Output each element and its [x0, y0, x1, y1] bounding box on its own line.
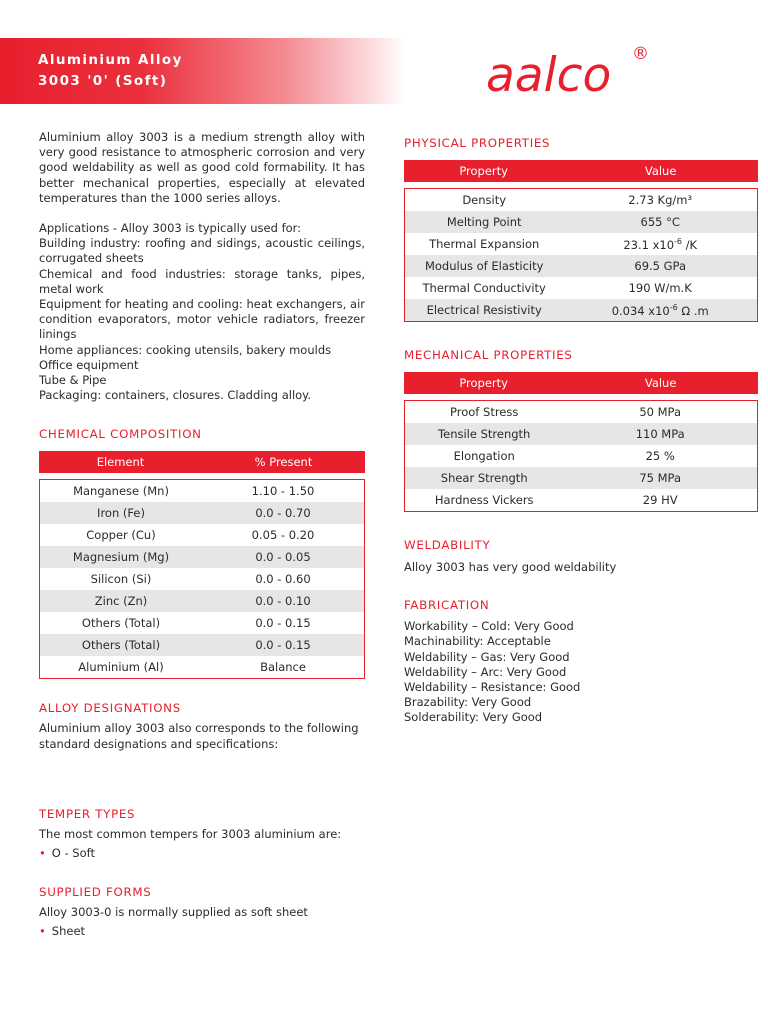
table-row — [40, 524, 364, 546]
table-row — [405, 423, 757, 445]
table-row — [40, 656, 364, 678]
table-cell-label: Shear Strength — [405, 467, 563, 489]
table-row — [40, 568, 364, 590]
forms-list-item — [39, 924, 365, 939]
header-accent-bar — [0, 38, 18, 104]
table-cell-label: Tensile Strength — [405, 423, 563, 445]
application-line: Chemical and food industries: storage tanks, pipes, metal work — [39, 266, 365, 296]
table-cell-label: Zinc (Zn) — [40, 590, 202, 612]
application-line: Building industry: roofing and sidings, acoustic ceilings, corrugated sheets — [39, 236, 365, 266]
alloy-designations-title: ALLOY DESIGNATIONS — [39, 701, 181, 716]
application-line: Office equipment — [39, 357, 139, 372]
mechanical-properties-table — [404, 400, 758, 512]
mechanical-properties-title: MECHANICAL PROPERTIES — [404, 348, 573, 362]
table-cell-value: 29 HV — [642, 493, 678, 507]
application-line: Packaging: containers, closures. Cladding alloy. — [39, 388, 311, 403]
right-column — [404, 130, 758, 726]
physical-properties-title: PHYSICAL PROPERTIES — [404, 136, 551, 150]
applications-list — [39, 236, 365, 403]
table-cell-label: Melting Point — [405, 211, 563, 233]
application-line: Home appliances: cooking utensils, bakery moulds — [39, 342, 332, 357]
forms-item-label: Sheet — [51, 924, 86, 939]
table-cell-value: 69.5 GPa — [563, 255, 757, 277]
column-header-value: Value — [563, 372, 758, 394]
applications-heading: Applications - Alloy 3003 is typically used for: — [39, 221, 302, 236]
fabrication-line: Workability – Cold: Very Good — [404, 619, 574, 634]
table-cell-value: 2.73 Kg/m³ — [628, 193, 693, 207]
bullet-icon: • — [39, 924, 46, 939]
table-cell-value: Balance — [260, 660, 306, 675]
supplied-forms-title: SUPPLIED FORMS — [39, 885, 152, 900]
table-cell-value: 1.10 - 1.50 — [251, 484, 315, 499]
table-cell-value: 0.0 - 0.05 — [202, 546, 364, 568]
table-row — [40, 590, 364, 612]
column-header-percent: % Present — [202, 451, 365, 473]
title-line-1: Aluminium Alloy — [38, 52, 183, 68]
table-cell-value: 0.0 - 0.10 — [202, 590, 364, 612]
table-cell-label: Density — [462, 193, 507, 207]
table-row — [405, 489, 757, 511]
table-cell-label: Iron (Fe) — [40, 502, 202, 524]
fabrication-line: Weldability – Gas: Very Good — [404, 649, 570, 664]
table-cell-value: 0.05 - 0.20 — [251, 528, 315, 543]
fabrication-line: Machinability: Acceptable — [404, 634, 551, 649]
table-row — [40, 480, 364, 502]
table-cell-label: Proof Stress — [450, 405, 519, 419]
fabrication-title: FABRICATION — [404, 598, 490, 613]
table-cell-value: 0.0 - 0.15 — [202, 634, 364, 656]
table-row — [405, 255, 757, 277]
temper-item-label: O - Soft — [51, 846, 96, 861]
registered-mark: ® — [632, 44, 649, 64]
alloy-designations-text: Aluminium alloy 3003 also corresponds to the following standard designations and specifications: — [39, 721, 359, 751]
table-cell-label: Thermal Conductivity — [422, 281, 546, 295]
table-row — [405, 401, 757, 423]
table-cell-value: 75 MPa — [563, 467, 757, 489]
table-cell-value: 23.1 $x10^{-6}$ /K — [623, 236, 698, 252]
table-cell-label: Electrical Resistivity — [405, 299, 563, 321]
table-cell-label: Others (Total) — [81, 616, 161, 631]
table-cell-value: 50 MPa — [639, 405, 682, 419]
table-cell-value: 25 % — [645, 449, 675, 463]
table-row — [405, 233, 757, 255]
temper-types-text: The most common tempers for 3003 aluminium are: — [39, 826, 342, 841]
application-line: Tube & Pipe — [39, 373, 107, 388]
temper-list-item — [39, 846, 365, 861]
title-line-2: 3003 '0' (Soft) — [38, 73, 168, 89]
table-cell-value: 0.0 - 0.70 — [202, 502, 364, 524]
chemical-composition-table — [39, 479, 365, 679]
table-cell-value: 190 W/m.K — [628, 281, 692, 295]
logo-text: aalco — [486, 48, 612, 103]
table-cell-label: Others (Total) — [40, 634, 202, 656]
table-cell-value: 0.0 - 0.15 — [255, 616, 311, 631]
table-cell-label: Hardness Vickers — [434, 493, 534, 507]
temper-types-title: TEMPER TYPES — [39, 806, 136, 821]
fabrication-line: Weldability – Resistance: Good — [404, 680, 581, 695]
table-cell-label: Magnesium (Mg) — [40, 546, 202, 568]
fabrication-line: Brazability: Very Good — [404, 695, 532, 710]
physical-properties-table — [404, 188, 758, 322]
fabrication-line: Solderability: Very Good — [404, 710, 543, 725]
table-row — [405, 189, 757, 211]
table-cell-value: 655 °C — [563, 211, 757, 233]
supplied-forms-text: Alloy 3003-0 is normally supplied as soft sheet — [39, 905, 308, 920]
weldability-title: WELDABILITY — [404, 538, 491, 552]
column-header-element: Element — [39, 451, 202, 473]
table-cell-value: 110 MPa — [563, 423, 757, 445]
table-cell-label: Silicon (Si) — [90, 572, 152, 587]
table-cell-label: Thermal Expansion — [429, 237, 540, 251]
table-row — [405, 211, 757, 233]
table-row — [40, 634, 364, 656]
weldability-text: Alloy 3003 has very good weldability — [404, 560, 617, 574]
table-cell-label: Manganese (Mn) — [73, 484, 169, 499]
chemical-composition-title: CHEMICAL COMPOSITION — [39, 427, 202, 442]
chemical-composition-header — [39, 451, 365, 473]
intro-paragraph: Aluminium alloy 3003 is a medium strength alloy with very good resistance to atmospheric corrosion and very good weldability as well as good cold formability. It has better mechanical properties, especially at elevated temperatures than the 1000 series alloys. — [39, 130, 365, 205]
table-row — [405, 299, 757, 321]
column-header-value: Value — [563, 160, 758, 182]
table-cell-value: 0.034 $x10^{-6}$ Ω .m — [563, 299, 757, 321]
table-row — [40, 612, 364, 634]
physical-properties-header — [404, 160, 758, 182]
fabrication-list — [404, 619, 758, 725]
column-header-property: Property — [404, 160, 563, 182]
table-cell-label: Modulus of Elasticity — [405, 255, 563, 277]
aalco-logo — [486, 44, 649, 103]
left-column — [39, 130, 365, 939]
table-cell-label: Elongation — [453, 449, 515, 463]
table-row — [405, 467, 757, 489]
table-cell-value: 0.0 - 0.60 — [255, 572, 311, 587]
table-row — [405, 277, 757, 299]
table-cell-label: Aluminium (Al) — [78, 660, 164, 675]
table-row — [405, 445, 757, 467]
fabrication-line: Weldability – Arc: Very Good — [404, 664, 567, 679]
table-row — [40, 502, 364, 524]
bullet-icon: • — [39, 846, 46, 861]
column-header-property: Property — [404, 372, 563, 394]
mechanical-properties-header — [404, 372, 758, 394]
table-row — [40, 546, 364, 568]
application-line: Equipment for heating and cooling: heat exchangers, air condition evaporators, motor vehicle radiators, freezer linings — [39, 297, 365, 342]
document-title — [38, 50, 183, 92]
table-cell-label: Copper (Cu) — [86, 528, 156, 543]
